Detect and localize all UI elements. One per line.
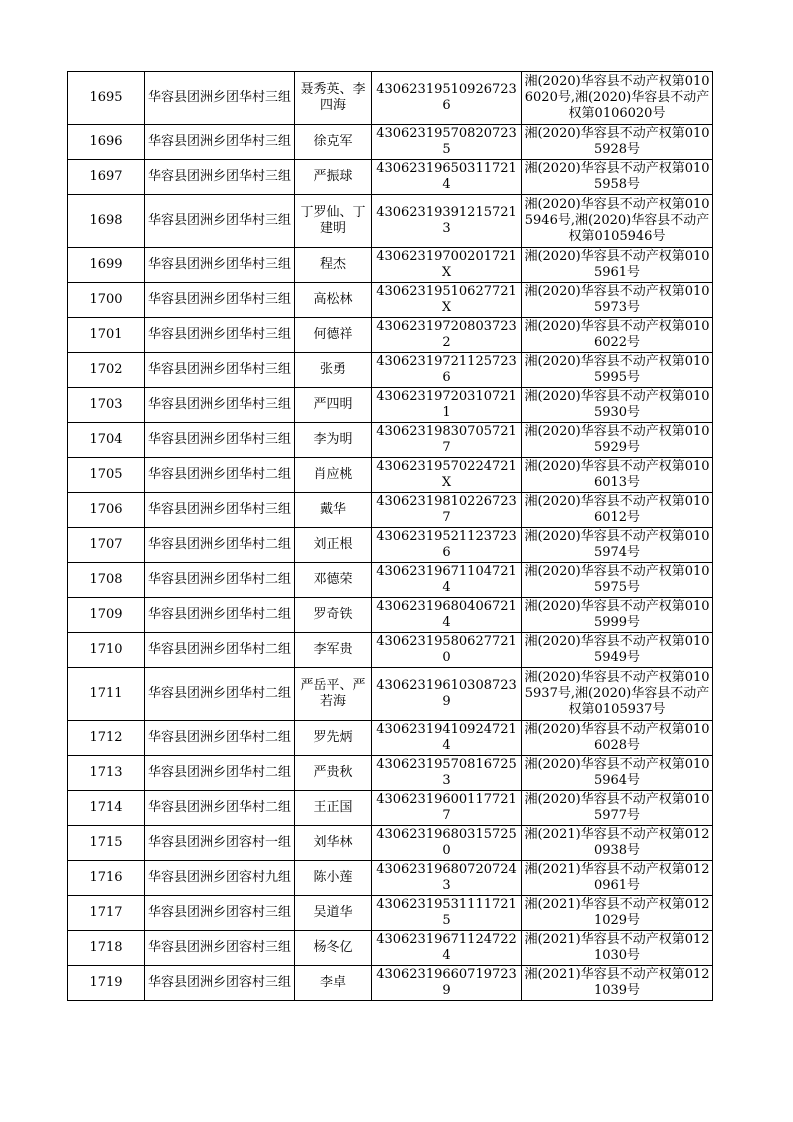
row-number-cell: 1717 bbox=[68, 896, 145, 931]
owner-name-cell: 陈小莲 bbox=[295, 861, 372, 896]
row-number-cell: 1698 bbox=[68, 195, 145, 248]
id-number-cell: 430623198102267237 bbox=[372, 493, 522, 528]
owner-name-cell: 严四明 bbox=[295, 388, 372, 423]
owner-name-cell: 王正国 bbox=[295, 791, 372, 826]
table-row bbox=[68, 896, 713, 931]
table-row bbox=[68, 528, 713, 563]
table-row bbox=[68, 721, 713, 756]
table-row bbox=[68, 160, 713, 195]
id-number-cell: 430623196711047214 bbox=[372, 563, 522, 598]
row-number-cell: 1703 bbox=[68, 388, 145, 423]
table-row bbox=[68, 318, 713, 353]
id-number-cell: 430623196803157250 bbox=[372, 826, 522, 861]
row-number-cell: 1699 bbox=[68, 248, 145, 283]
certificate-cell: 湘(2020)华容县不动产权第0105949号 bbox=[522, 633, 713, 668]
owner-name-cell: 程杰 bbox=[295, 248, 372, 283]
table-row bbox=[68, 72, 713, 125]
id-number-cell: 430623196503117214 bbox=[372, 160, 522, 195]
certificate-cell: 湘(2020)华容县不动产权第0105937号,湘(2020)华容县不动产权第0105937号 bbox=[522, 668, 713, 721]
certificate-cell: 湘(2021)华容县不动产权第0121030号 bbox=[522, 931, 713, 966]
table-row bbox=[68, 563, 713, 598]
owner-name-cell: 高松林 bbox=[295, 283, 372, 318]
owner-name-cell: 聂秀英、李四海 bbox=[295, 72, 372, 125]
table-row bbox=[68, 826, 713, 861]
location-cell: 华容县团洲乡团华村二组 bbox=[145, 633, 295, 668]
row-number-cell: 1701 bbox=[68, 318, 145, 353]
id-number-cell: 430623196807207243 bbox=[372, 861, 522, 896]
location-cell: 华容县团洲乡团华村二组 bbox=[145, 756, 295, 791]
location-cell: 华容县团洲乡团容村九组 bbox=[145, 861, 295, 896]
location-cell: 华容县团洲乡团华村二组 bbox=[145, 668, 295, 721]
id-number-cell: 430623197203107211 bbox=[372, 388, 522, 423]
owner-name-cell: 吴道华 bbox=[295, 896, 372, 931]
certificate-cell: 湘(2020)华容县不动产权第0106028号 bbox=[522, 721, 713, 756]
certificate-cell: 湘(2021)华容县不动产权第0120938号 bbox=[522, 826, 713, 861]
owner-name-cell: 张勇 bbox=[295, 353, 372, 388]
table-row bbox=[68, 861, 713, 896]
table-row bbox=[68, 493, 713, 528]
row-number-cell: 1714 bbox=[68, 791, 145, 826]
id-number-cell: 43062319510627721X bbox=[372, 283, 522, 318]
certificate-cell: 湘(2020)华容县不动产权第0105999号 bbox=[522, 598, 713, 633]
id-number-cell: 430623197208037232 bbox=[372, 318, 522, 353]
row-number-cell: 1707 bbox=[68, 528, 145, 563]
certificate-cell: 湘(2020)华容县不动产权第0105995号 bbox=[522, 353, 713, 388]
table-row bbox=[68, 353, 713, 388]
owner-name-cell: 戴华 bbox=[295, 493, 372, 528]
table-row bbox=[68, 668, 713, 721]
location-cell: 华容县团洲乡团华村二组 bbox=[145, 563, 295, 598]
certificate-cell: 湘(2020)华容县不动产权第0105964号 bbox=[522, 756, 713, 791]
table-row bbox=[68, 388, 713, 423]
id-number-cell: 430623196103087239 bbox=[372, 668, 522, 721]
row-number-cell: 1719 bbox=[68, 966, 145, 1001]
owner-name-cell: 肖应桃 bbox=[295, 458, 372, 493]
location-cell: 华容县团洲乡团华村三组 bbox=[145, 72, 295, 125]
row-number-cell: 1695 bbox=[68, 72, 145, 125]
row-number-cell: 1705 bbox=[68, 458, 145, 493]
row-number-cell: 1700 bbox=[68, 283, 145, 318]
table-row bbox=[68, 598, 713, 633]
location-cell: 华容县团洲乡团容村三组 bbox=[145, 931, 295, 966]
id-number-cell: 430623195311117215 bbox=[372, 896, 522, 931]
certificate-cell: 湘(2020)华容县不动产权第0105975号 bbox=[522, 563, 713, 598]
row-number-cell: 1712 bbox=[68, 721, 145, 756]
owner-name-cell: 李为明 bbox=[295, 423, 372, 458]
row-number-cell: 1706 bbox=[68, 493, 145, 528]
owner-name-cell: 李卓 bbox=[295, 966, 372, 1001]
table-row bbox=[68, 248, 713, 283]
location-cell: 华容县团洲乡团华村三组 bbox=[145, 283, 295, 318]
location-cell: 华容县团洲乡团华村三组 bbox=[145, 125, 295, 160]
owner-name-cell: 李军贵 bbox=[295, 633, 372, 668]
location-cell: 华容县团洲乡团华村三组 bbox=[145, 195, 295, 248]
row-number-cell: 1718 bbox=[68, 931, 145, 966]
table-row bbox=[68, 458, 713, 493]
owner-name-cell: 杨冬亿 bbox=[295, 931, 372, 966]
certificate-cell: 湘(2020)华容县不动产权第0106020号,湘(2020)华容县不动产权第0106020号 bbox=[522, 72, 713, 125]
certificate-cell: 湘(2020)华容县不动产权第0106022号 bbox=[522, 318, 713, 353]
location-cell: 华容县团洲乡团华村二组 bbox=[145, 598, 295, 633]
table-row bbox=[68, 633, 713, 668]
certificate-cell: 湘(2020)华容县不动产权第0105929号 bbox=[522, 423, 713, 458]
location-cell: 华容县团洲乡团容村一组 bbox=[145, 826, 295, 861]
certificate-cell: 湘(2021)华容县不动产权第0121039号 bbox=[522, 966, 713, 1001]
owner-name-cell: 徐克军 bbox=[295, 125, 372, 160]
table-row bbox=[68, 756, 713, 791]
id-number-cell: 430623198307057217 bbox=[372, 423, 522, 458]
row-number-cell: 1697 bbox=[68, 160, 145, 195]
row-number-cell: 1713 bbox=[68, 756, 145, 791]
owner-name-cell: 严振球 bbox=[295, 160, 372, 195]
owner-name-cell: 邓德荣 bbox=[295, 563, 372, 598]
id-number-cell: 430623196001177217 bbox=[372, 791, 522, 826]
certificate-cell: 湘(2020)华容县不动产权第0105977号 bbox=[522, 791, 713, 826]
location-cell: 华容县团洲乡团华村三组 bbox=[145, 388, 295, 423]
certificate-cell: 湘(2020)华容县不动产权第0106012号 bbox=[522, 493, 713, 528]
owner-name-cell: 刘正根 bbox=[295, 528, 372, 563]
id-number-cell: 430623195211237236 bbox=[372, 528, 522, 563]
owner-name-cell: 严贵秋 bbox=[295, 756, 372, 791]
row-number-cell: 1710 bbox=[68, 633, 145, 668]
owner-name-cell: 丁罗仙、丁建明 bbox=[295, 195, 372, 248]
certificate-cell: 湘(2020)华容县不动产权第0106013号 bbox=[522, 458, 713, 493]
id-number-cell: 430623196804067214 bbox=[372, 598, 522, 633]
location-cell: 华容县团洲乡团华村三组 bbox=[145, 318, 295, 353]
certificate-cell: 湘(2020)华容县不动产权第0105928号 bbox=[522, 125, 713, 160]
table-row bbox=[68, 966, 713, 1001]
location-cell: 华容县团洲乡团华村二组 bbox=[145, 458, 295, 493]
table-row bbox=[68, 931, 713, 966]
certificate-cell: 湘(2020)华容县不动产权第0105946号,湘(2020)华容县不动产权第0105946号 bbox=[522, 195, 713, 248]
table-row bbox=[68, 125, 713, 160]
location-cell: 华容县团洲乡团华村三组 bbox=[145, 160, 295, 195]
certificate-cell: 湘(2021)华容县不动产权第0121029号 bbox=[522, 896, 713, 931]
table-row bbox=[68, 283, 713, 318]
id-number-cell: 430623196711247224 bbox=[372, 931, 522, 966]
row-number-cell: 1696 bbox=[68, 125, 145, 160]
location-cell: 华容县团洲乡团华村三组 bbox=[145, 353, 295, 388]
location-cell: 华容县团洲乡团华村三组 bbox=[145, 493, 295, 528]
certificate-cell: 湘(2020)华容县不动产权第0105930号 bbox=[522, 388, 713, 423]
location-cell: 华容县团洲乡团容村三组 bbox=[145, 896, 295, 931]
records-table bbox=[67, 71, 713, 1001]
row-number-cell: 1709 bbox=[68, 598, 145, 633]
owner-name-cell: 刘华林 bbox=[295, 826, 372, 861]
table-row bbox=[68, 195, 713, 248]
id-number-cell: 430623197211257236 bbox=[372, 353, 522, 388]
owner-name-cell: 严岳平、严若海 bbox=[295, 668, 372, 721]
location-cell: 华容县团洲乡团华村三组 bbox=[145, 423, 295, 458]
row-number-cell: 1708 bbox=[68, 563, 145, 598]
certificate-cell: 湘(2021)华容县不动产权第0120961号 bbox=[522, 861, 713, 896]
table-row bbox=[68, 791, 713, 826]
id-number-cell: 430623193912157213 bbox=[372, 195, 522, 248]
row-number-cell: 1711 bbox=[68, 668, 145, 721]
table-row bbox=[68, 423, 713, 458]
owner-name-cell: 罗先炳 bbox=[295, 721, 372, 756]
location-cell: 华容县团洲乡团华村二组 bbox=[145, 528, 295, 563]
id-number-cell: 43062319570224721X bbox=[372, 458, 522, 493]
id-number-cell: 430623195708207235 bbox=[372, 125, 522, 160]
row-number-cell: 1715 bbox=[68, 826, 145, 861]
row-number-cell: 1704 bbox=[68, 423, 145, 458]
owner-name-cell: 何德祥 bbox=[295, 318, 372, 353]
row-number-cell: 1702 bbox=[68, 353, 145, 388]
certificate-cell: 湘(2020)华容县不动产权第0105973号 bbox=[522, 283, 713, 318]
id-number-cell: 430623195708167253 bbox=[372, 756, 522, 791]
certificate-cell: 湘(2020)华容县不动产权第0105958号 bbox=[522, 160, 713, 195]
id-number-cell: 43062319700201721X bbox=[372, 248, 522, 283]
location-cell: 华容县团洲乡团容村三组 bbox=[145, 966, 295, 1001]
certificate-cell: 湘(2020)华容县不动产权第0105961号 bbox=[522, 248, 713, 283]
id-number-cell: 430623194109247214 bbox=[372, 721, 522, 756]
id-number-cell: 430623195806277210 bbox=[372, 633, 522, 668]
location-cell: 华容县团洲乡团华村二组 bbox=[145, 791, 295, 826]
location-cell: 华容县团洲乡团华村二组 bbox=[145, 721, 295, 756]
certificate-cell: 湘(2020)华容县不动产权第0105974号 bbox=[522, 528, 713, 563]
row-number-cell: 1716 bbox=[68, 861, 145, 896]
location-cell: 华容县团洲乡团华村三组 bbox=[145, 248, 295, 283]
id-number-cell: 430623196607197239 bbox=[372, 966, 522, 1001]
records-body bbox=[68, 72, 713, 1001]
id-number-cell: 430623195109267236 bbox=[372, 72, 522, 125]
owner-name-cell: 罗奇铁 bbox=[295, 598, 372, 633]
